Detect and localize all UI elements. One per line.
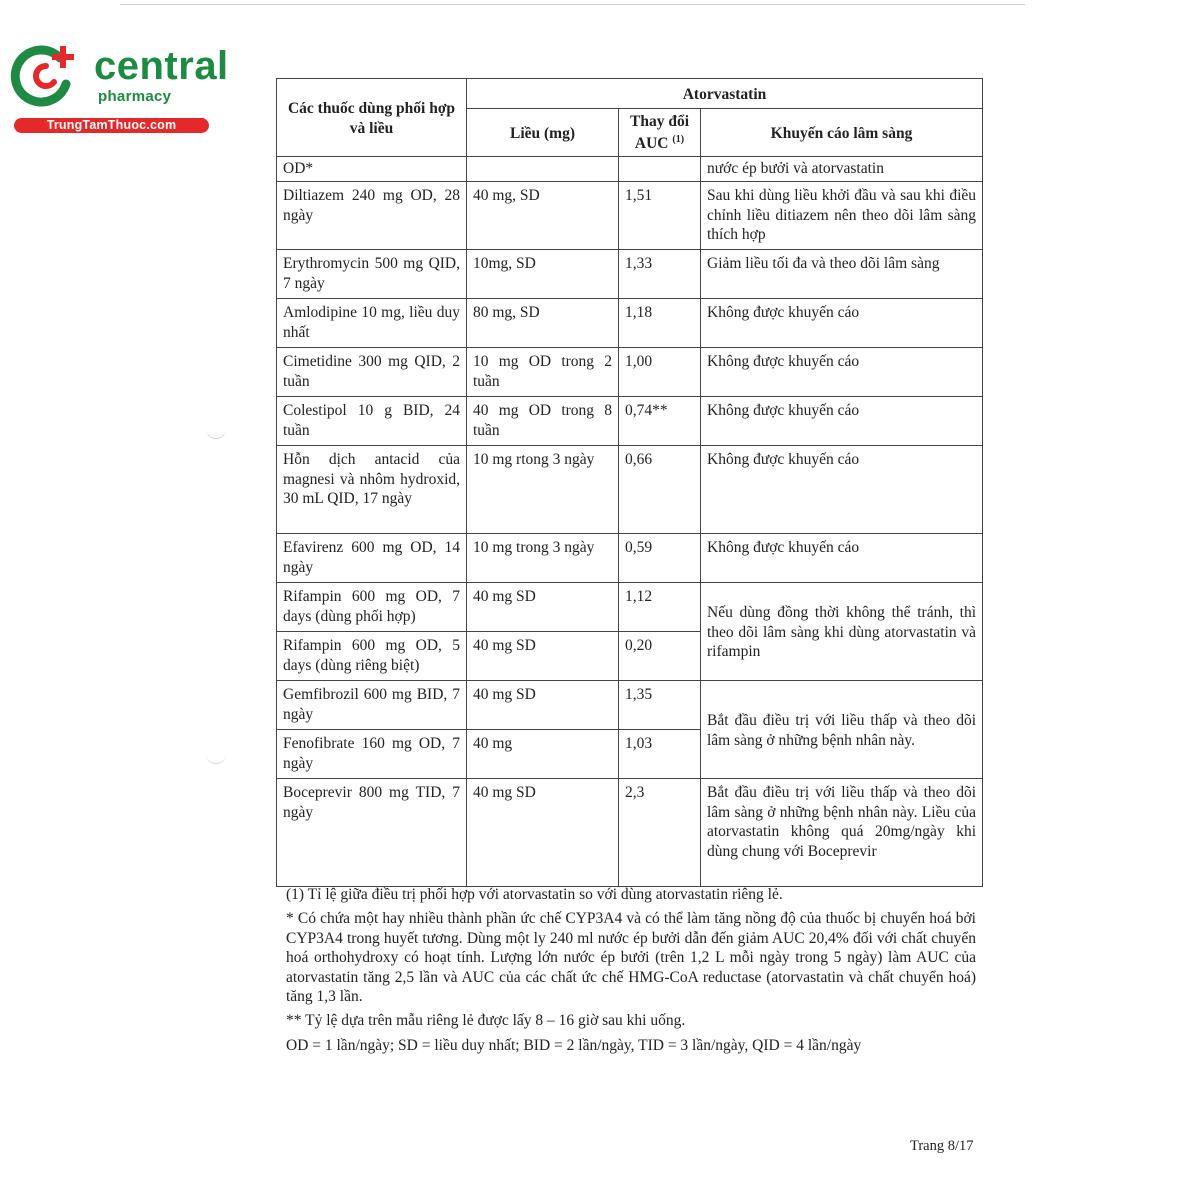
cell-auc: 1,12 [619, 583, 701, 632]
cell-auc: 1,35 [619, 681, 701, 730]
cell-recommendation: Không được khuyến cáo [701, 446, 983, 534]
cell-dose: 10 mg OD trong 2 tuần [467, 348, 619, 397]
cell-drug: Gemfibrozil 600 mg BID, 7 ngày [277, 681, 467, 730]
cell-recommendation: Không được khuyến cáo [701, 348, 983, 397]
interaction-table [276, 78, 983, 887]
table-row [277, 681, 983, 730]
pharmacy-cross-icon [10, 40, 82, 108]
cell-recommendation: Không được khuyến cáo [701, 534, 983, 583]
cell-dose: 40 mg SD [467, 632, 619, 681]
cell-dose: 10 mg rtong 3 ngày [467, 446, 619, 534]
cell-auc: 2,3 [619, 779, 701, 887]
cell-dose: 40 mg [467, 730, 619, 779]
top-edge-line [120, 4, 1025, 5]
header-drugs: Các thuốc dùng phối hợp và liều [277, 79, 467, 157]
cell-drug: Rifampin 600 mg OD, 5 days (dùng riêng biệt) [277, 632, 467, 681]
cell-auc: 1,00 [619, 348, 701, 397]
cell-drug: Colestipol 10 g BID, 24 tuần [277, 397, 467, 446]
brand-name: central [94, 44, 229, 88]
cell-auc: 1,51 [619, 182, 701, 250]
cell-auc: 1,18 [619, 299, 701, 348]
header-auc-footnote: (1) [672, 134, 685, 146]
footnotes [286, 885, 976, 1060]
cell-drug: Fenofibrate 160 mg OD, 7 ngày [277, 730, 467, 779]
brand-subtitle: pharmacy [98, 88, 172, 105]
footnote-grapefruit: * Có chứa một hay nhiều thành phần ức chế CYP3A4 và có thể làm tăng nồng độ của thuốc bị chuyển hoá bởi CYP3A4 trong huyết tương. Dùng một ly 240 ml nước ép bưởi dẫn đến giảm AUC 20,4% đối với chất chuyển hoá orthohydroxy có hoạt tính. Lượng lớn nước ép bưởi (trên 1,2 L mỗi ngày trong 5 ngày) làm AUC của atorvastatin tăng 2,5 lần và AUC của các chất ức chế HMG-CoA reductase (atorvastatin và chất chuyển hoá) tăng 1,3 lần. [286, 910, 976, 1006]
cell-drug: Rifampin 600 mg OD, 7 days (dùng phối hợp) [277, 583, 467, 632]
cell-recommendation: Bắt đầu điều trị với liều thấp và theo dõi lâm sàng ở những bệnh nhân này. [701, 681, 983, 779]
table-row [277, 583, 983, 632]
cell-drug: Cimetidine 300 mg QID, 2 tuần [277, 348, 467, 397]
cell-auc: 0,20 [619, 632, 701, 681]
cell-drug: Boceprevir 800 mg TID, 7 ngày [277, 779, 467, 887]
cell-auc: 1,03 [619, 730, 701, 779]
cell-recommendation: Không được khuyến cáo [701, 397, 983, 446]
header-recommendation: Khuyến cáo lâm sàng [701, 109, 983, 157]
cell-dose: 80 mg, SD [467, 299, 619, 348]
binder-hole-mark [206, 428, 226, 439]
cell-auc: 1,33 [619, 250, 701, 299]
cell-recommendation: Sau khi dùng liều khởi đầu và sau khi điều chỉnh liều ditiazem nên theo dõi lâm sàng thích hợp [701, 182, 983, 250]
page-number: Trang 8/17 [910, 1138, 974, 1154]
brand-url: TrungTamThuoc.com [14, 118, 209, 133]
cell-drug: OD* [277, 157, 467, 182]
header-auc [619, 109, 701, 157]
cell-recommendation: nước ép bưởi và atorvastatin [701, 157, 983, 182]
cell-recommendation: Bắt đầu điều trị với liều thấp và theo dõi lâm sàng ở những bệnh nhân này. Liều của atorvastatin không quá 20mg/ngày khi dùng chung với Boceprevir [701, 779, 983, 887]
cell-drug: Erythromycin 500 mg QID, 7 ngày [277, 250, 467, 299]
brand-logo [10, 38, 229, 138]
cell-dose: 10mg, SD [467, 250, 619, 299]
cell-auc [619, 157, 701, 182]
binder-hole-mark [206, 753, 226, 764]
cell-dose: 40 mg SD [467, 681, 619, 730]
cell-recommendation: Không được khuyến cáo [701, 299, 983, 348]
table-row [277, 250, 983, 299]
cell-drug: Hỗn dịch antacid của magnesi và nhôm hydroxid, 30 mL QID, 17 ngày [277, 446, 467, 534]
table-row [277, 397, 983, 446]
table-row [277, 299, 983, 348]
table-row [277, 534, 983, 583]
cell-dose: 40 mg SD [467, 779, 619, 887]
table-row [277, 779, 983, 887]
header-auc-label: Thay đổi AUC [629, 113, 689, 153]
table-row [277, 446, 983, 534]
header-atorvastatin: Atorvastatin [467, 79, 983, 109]
cell-dose: 10 mg trong 3 ngày [467, 534, 619, 583]
footnote-abbreviations: OD = 1 lần/ngày; SD = liều duy nhất; BID = 2 lần/ngày, TID = 3 lần/ngày, QID = 4 lần/ngày [286, 1036, 862, 1054]
table-row [277, 348, 983, 397]
cell-dose: 40 mg OD trong 8 tuần [467, 397, 619, 446]
cell-dose: 40 mg SD [467, 583, 619, 632]
table-row [277, 157, 983, 182]
cell-auc: 0,59 [619, 534, 701, 583]
cell-recommendation: Giảm liều tối đa và theo dõi lâm sàng [701, 250, 983, 299]
table-row [277, 182, 983, 250]
cell-dose [467, 157, 619, 182]
footnote-sample: ** Tỷ lệ dựa trên mẫu riêng lẻ được lấy 8 – 16 giờ sau khi uống. [286, 1012, 686, 1030]
cell-drug: Amlodipine 10 mg, liều duy nhất [277, 299, 467, 348]
cell-auc: 0,74** [619, 397, 701, 446]
cell-drug: Diltiazem 240 mg OD, 28 ngày [277, 182, 467, 250]
header-dose: Liều (mg) [467, 109, 619, 157]
cell-dose: 40 mg, SD [467, 182, 619, 250]
cell-recommendation: Nếu dùng đồng thời không thể tránh, thì theo dõi lâm sàng khi dùng atorvastatin và rifampin [701, 583, 983, 681]
cell-auc: 0,66 [619, 446, 701, 534]
footnote-auc: (1) Tỉ lệ giữa điều trị phối hợp với atorvastatin so với dùng atorvastatin riêng lẻ. [286, 886, 783, 903]
cell-drug: Efavirenz 600 mg OD, 14 ngày [277, 534, 467, 583]
